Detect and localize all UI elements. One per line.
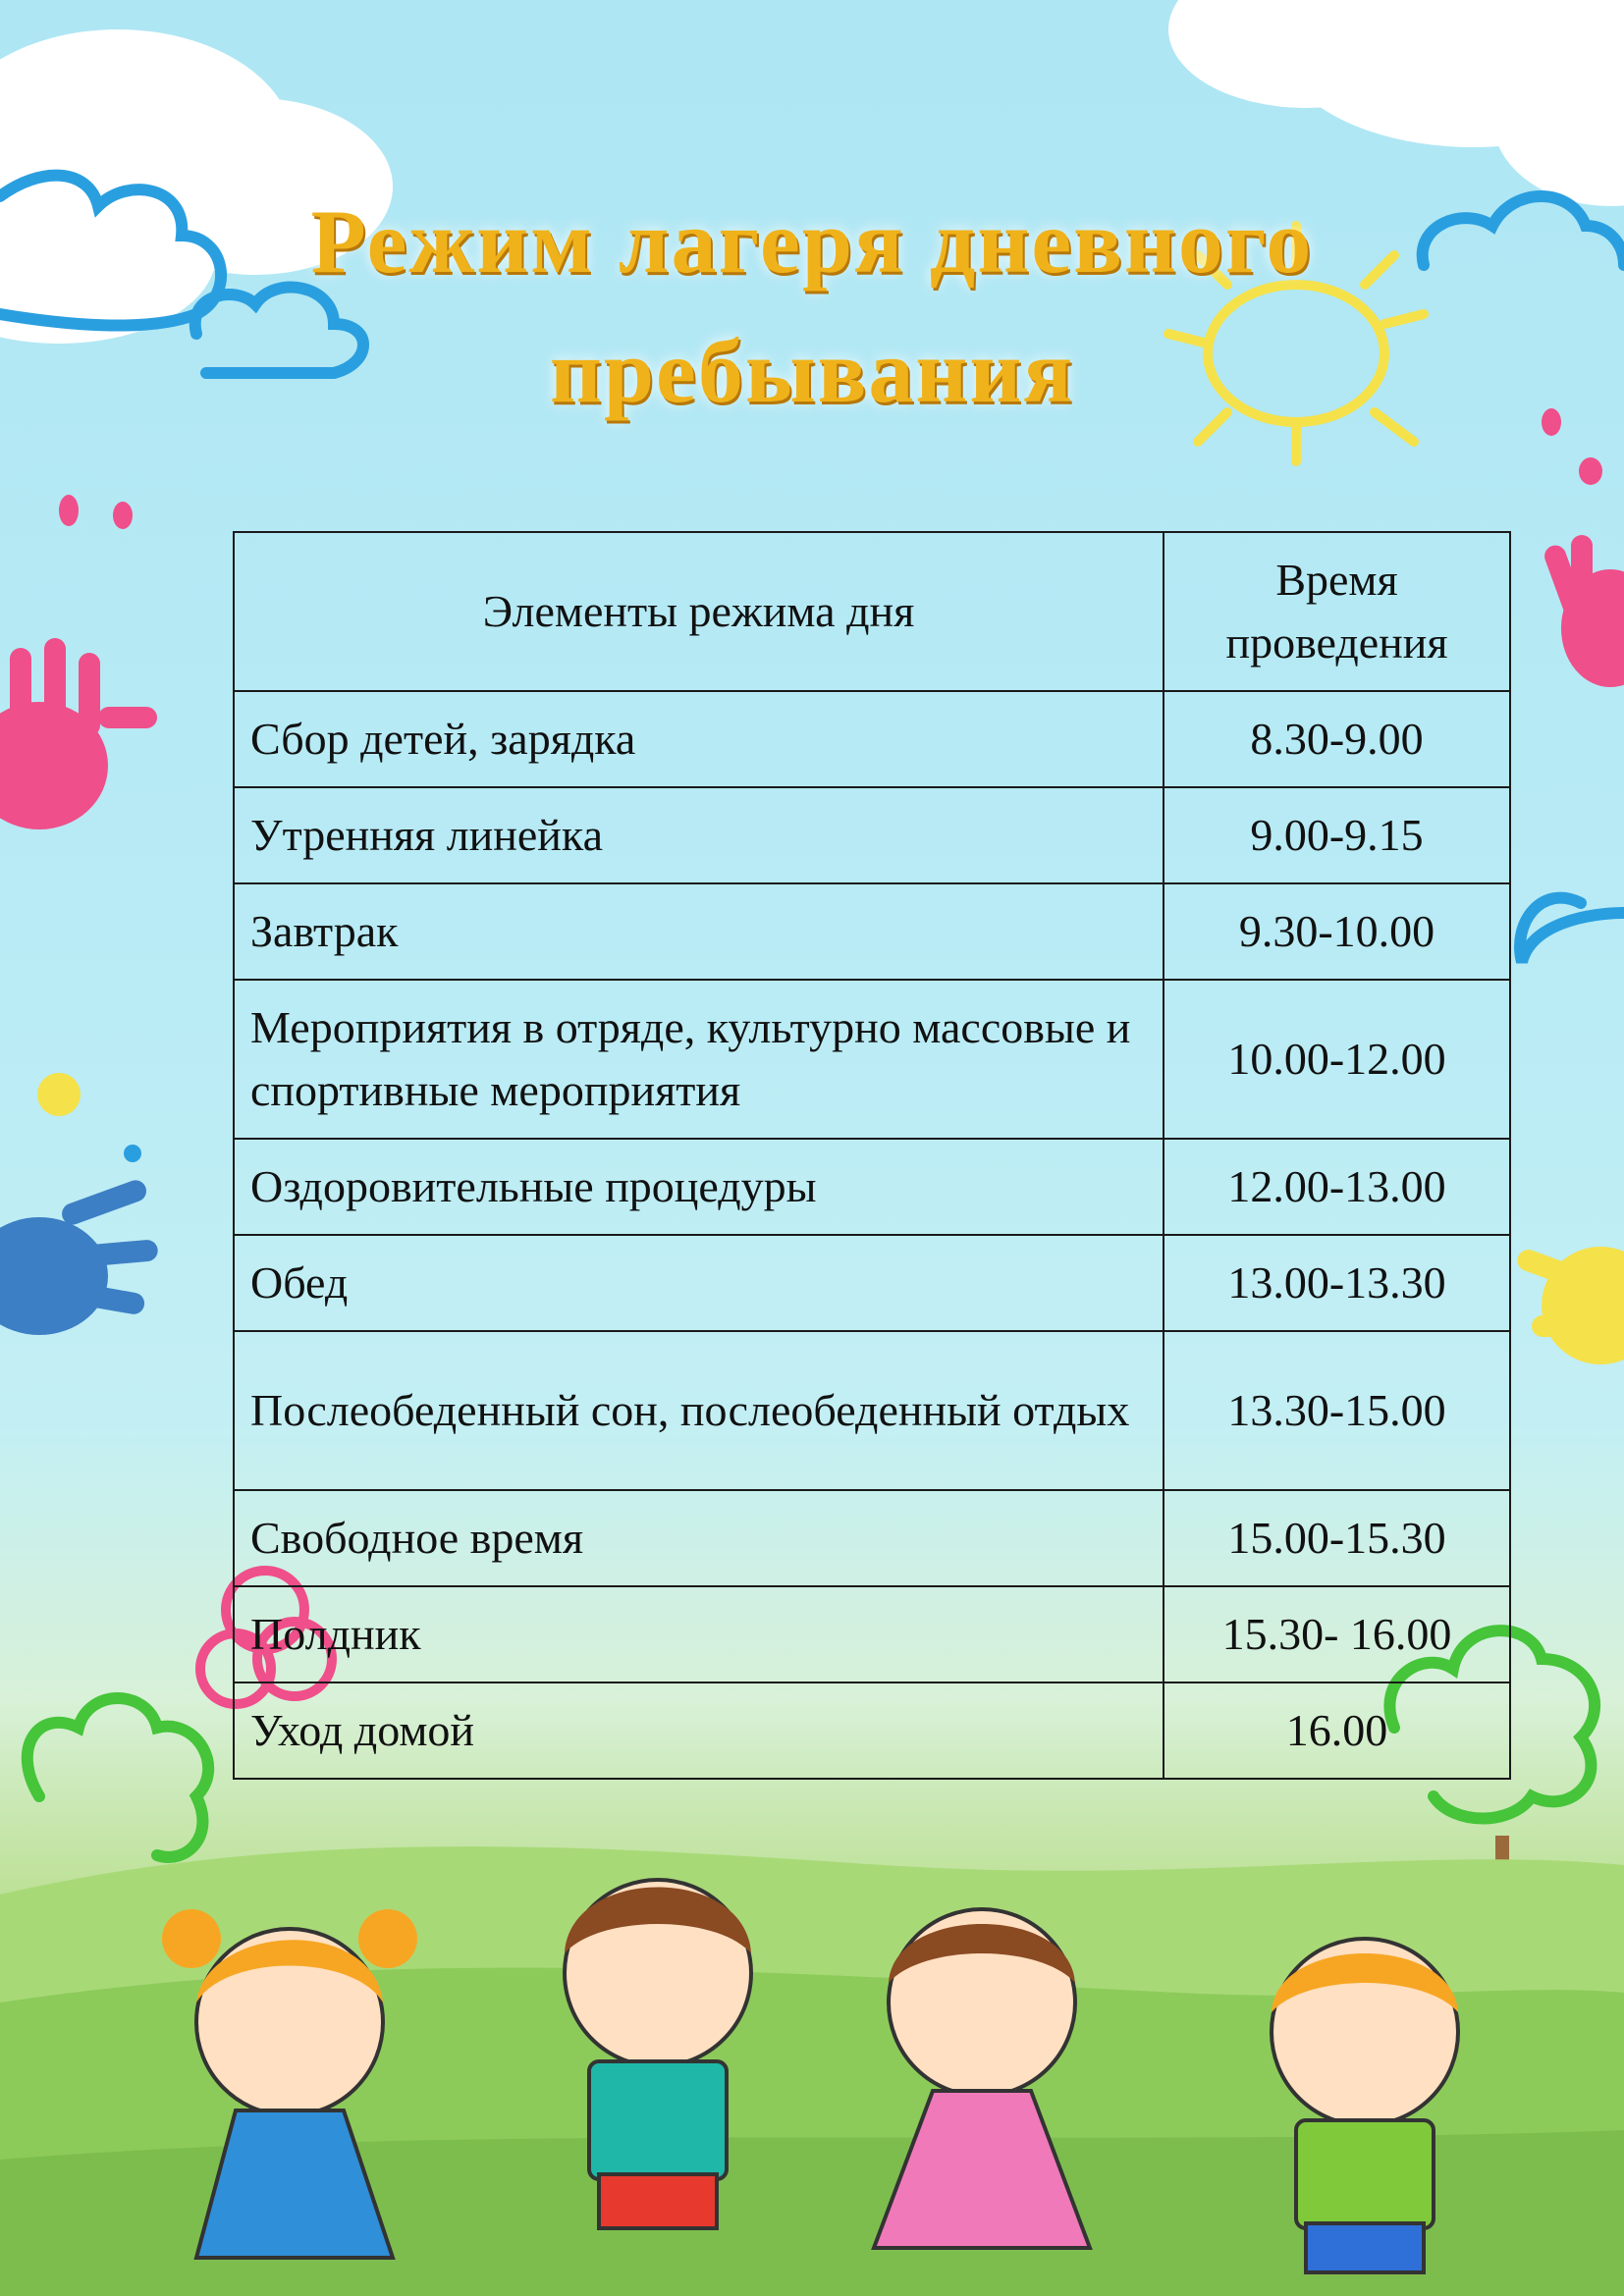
table-row <box>234 980 1510 1139</box>
row-activity: Оздоровительные процедуры <box>234 1139 1164 1235</box>
table-row <box>234 1682 1510 1779</box>
row-time: 9.30-10.00 <box>1164 883 1510 980</box>
row-activity: Свободное время <box>234 1490 1164 1586</box>
row-activity: Уход домой <box>234 1682 1164 1779</box>
schedule-table <box>233 531 1511 1780</box>
table-row <box>234 1331 1510 1490</box>
table-row <box>234 1235 1510 1331</box>
row-time: 16.00 <box>1164 1682 1510 1779</box>
row-activity: Полдник <box>234 1586 1164 1682</box>
table-row <box>234 1139 1510 1235</box>
handprint-yellow-right <box>1514 1247 1624 1364</box>
handprint-pink <box>0 638 157 829</box>
row-time: 9.00-9.15 <box>1164 787 1510 883</box>
header-elements: Элементы режима дня <box>234 532 1164 691</box>
table-row <box>234 883 1510 980</box>
row-time: 8.30-9.00 <box>1164 691 1510 787</box>
row-activity: Утренняя линейка <box>234 787 1164 883</box>
row-activity: Завтрак <box>234 883 1164 980</box>
table-row <box>234 1586 1510 1682</box>
title-line-2: пребывания <box>549 321 1075 421</box>
handprint-blue <box>0 1177 159 1335</box>
row-time: 15.30- 16.00 <box>1164 1586 1510 1682</box>
header-time: Время проведения <box>1164 532 1510 691</box>
table-row <box>234 787 1510 883</box>
row-time: 10.00-12.00 <box>1164 980 1510 1139</box>
page-title <box>0 177 1624 436</box>
row-activity: Послеобеденный сон, послеобеденный отдых <box>234 1331 1164 1490</box>
table-header-row <box>234 532 1510 691</box>
row-activity: Обед <box>234 1235 1164 1331</box>
table-row <box>234 1490 1510 1586</box>
row-time: 13.00-13.30 <box>1164 1235 1510 1331</box>
table-row <box>234 691 1510 787</box>
handprint-pink-right <box>1542 535 1624 687</box>
crayon-tree-left <box>27 1698 208 1857</box>
row-activity: Сбор детей, зарядка <box>234 691 1164 787</box>
row-time: 15.00-15.30 <box>1164 1490 1510 1586</box>
row-time: 13.30-15.00 <box>1164 1331 1510 1490</box>
row-time: 12.00-13.00 <box>1164 1139 1510 1235</box>
title-line-1: Режим лагеря дневного <box>310 191 1314 292</box>
cloud-top-right <box>1168 0 1624 206</box>
row-activity: Мероприятия в отряде, культурно массовые и спортивные мероприятия <box>234 980 1164 1139</box>
